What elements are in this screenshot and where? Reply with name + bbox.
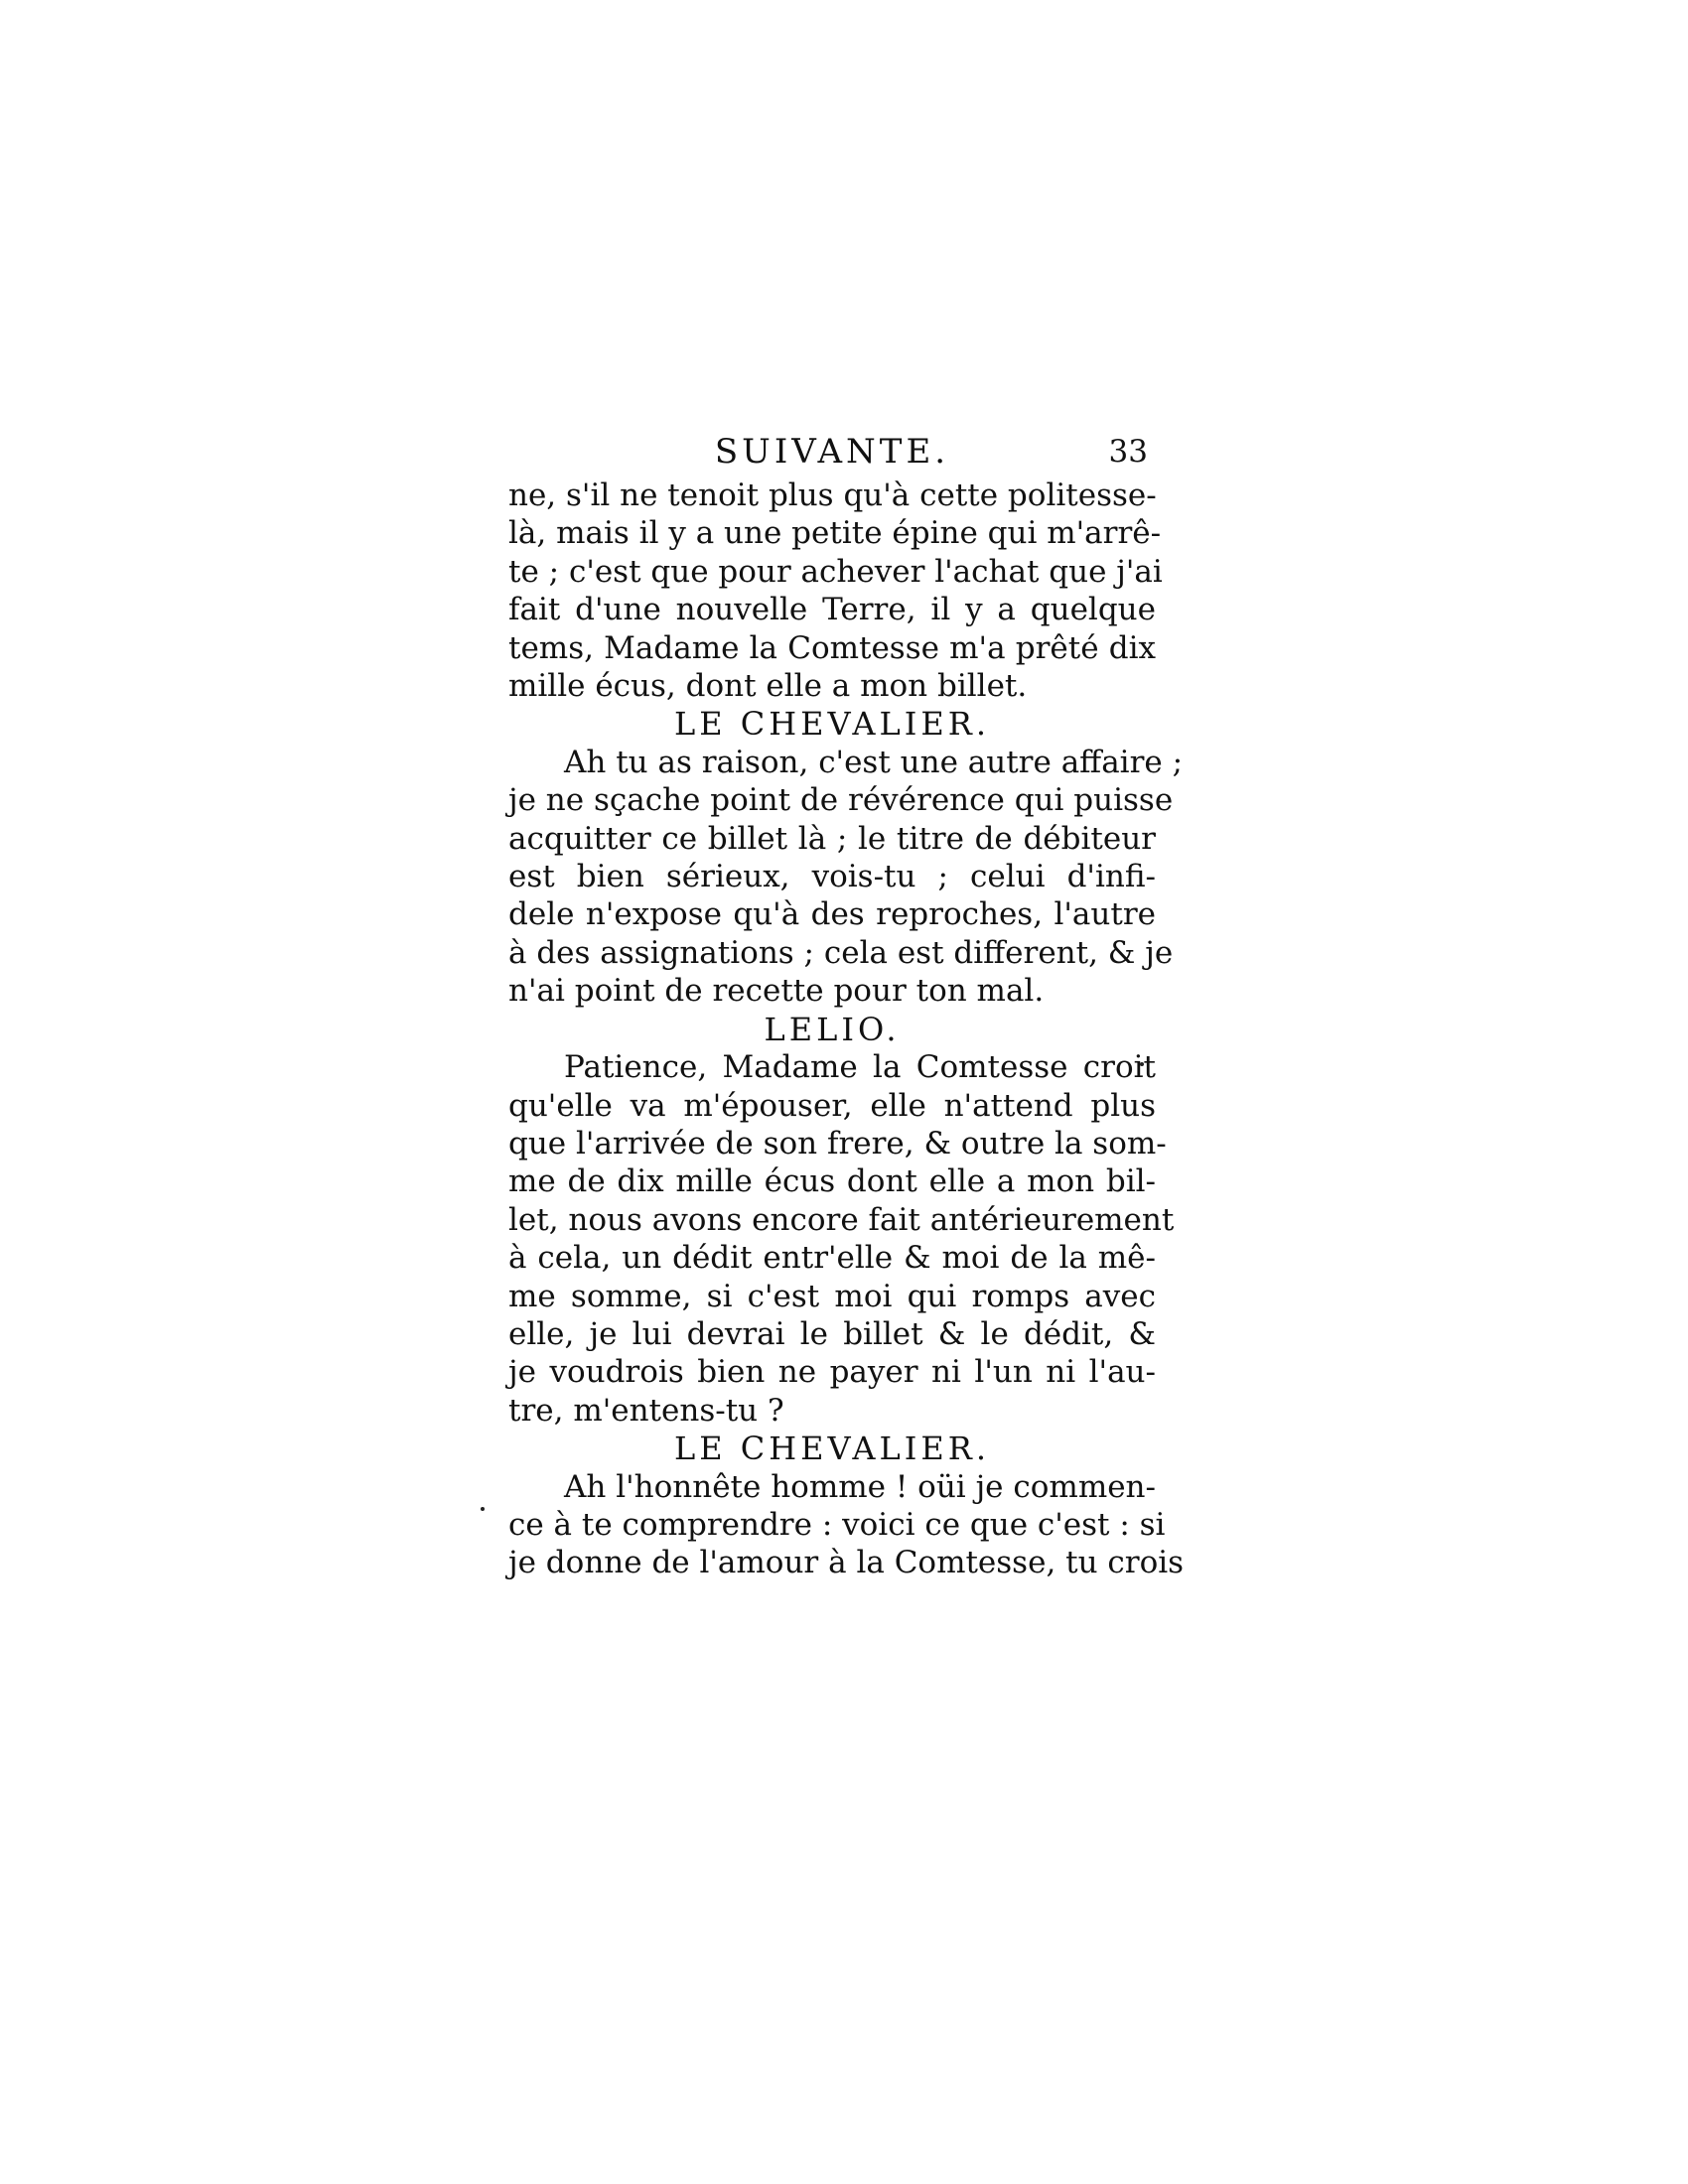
text-line: je ne sçache point de révérence qui puisse [508, 782, 1174, 819]
speaker-heading: LE CHEVALIER. [673, 705, 991, 744]
page-number: 33 [1108, 434, 1148, 470]
paragraph [508, 744, 1184, 1011]
text-line: dele n'expose qu'à des reproches, l'autre [508, 896, 1156, 933]
text-line: elle, je lui devrai le billet & le dédit, & [508, 1315, 1156, 1352]
text-line: mille écus, dont elle a mon billet. [508, 668, 1028, 705]
text-line: ne, s'il ne tenoit plus qu'à cette politesse- [508, 478, 1157, 513]
text-block [508, 432, 1185, 1582]
text-line: Ah l'honnête homme ! oüi je commen- [564, 1468, 1156, 1505]
text-line: fait d'une nouvelle Terre, il y a quelque [508, 592, 1156, 628]
text-line: tems, Madame la Comtesse m'a prêté dix [508, 629, 1156, 666]
text-line: à des assignations ; cela est different, & je [508, 934, 1174, 971]
text-line: que l'arrivée de son frere, & outre la som- [508, 1125, 1167, 1161]
text-line: ce à te comprendre : voici ce que c'est : si [508, 1506, 1166, 1543]
text-line: je donne de l'amour à la Comtesse, tu crois [508, 1545, 1185, 1581]
text-line: acquitter ce billet là ; le titre de débiteur [508, 820, 1156, 857]
speaker-heading: LELIO. [764, 1010, 901, 1048]
text-line: est bien sérieux, vois-tu ; celui d'infi- [508, 859, 1156, 895]
text-line: je voudrois bien ne payer ni l'un ni l'au- [508, 1354, 1156, 1391]
text-line: te ; c'est que pour achever l'achat que j'ai [508, 553, 1163, 590]
text-line: let, nous avons encore fait antérieurement [508, 1201, 1175, 1238]
text-line: à cela, un dédit entr'elle & moi de la mê- [508, 1240, 1156, 1277]
text-line: Patience, Madame la Comtesse croit [564, 1049, 1156, 1086]
text-line: me somme, si c'est moi qui romps avec [508, 1278, 1156, 1314]
paragraph [508, 477, 1163, 705]
text-line: me de dix mille écus dont elle a mon bil- [508, 1163, 1156, 1200]
speaker-heading: LE CHEVALIER. [673, 1430, 991, 1468]
running-head: SUIVANTE. [714, 432, 950, 472]
print-speck [481, 1507, 485, 1511]
text-line: Ah tu as raison, c'est une autre affaire ; [564, 744, 1184, 780]
page-header [508, 433, 1156, 471]
text-line: tre, m'entens-tu ? [508, 1392, 784, 1429]
paragraph [508, 1048, 1175, 1430]
text-line: n'ai point de recette pour ton mal. [508, 973, 1045, 1010]
paragraph [508, 1468, 1185, 1582]
text-line: là, mais il y a une petite épine qui m'arrê- [508, 515, 1162, 552]
text-line: qu'elle va m'épouser, elle n'attend plus [508, 1087, 1156, 1124]
